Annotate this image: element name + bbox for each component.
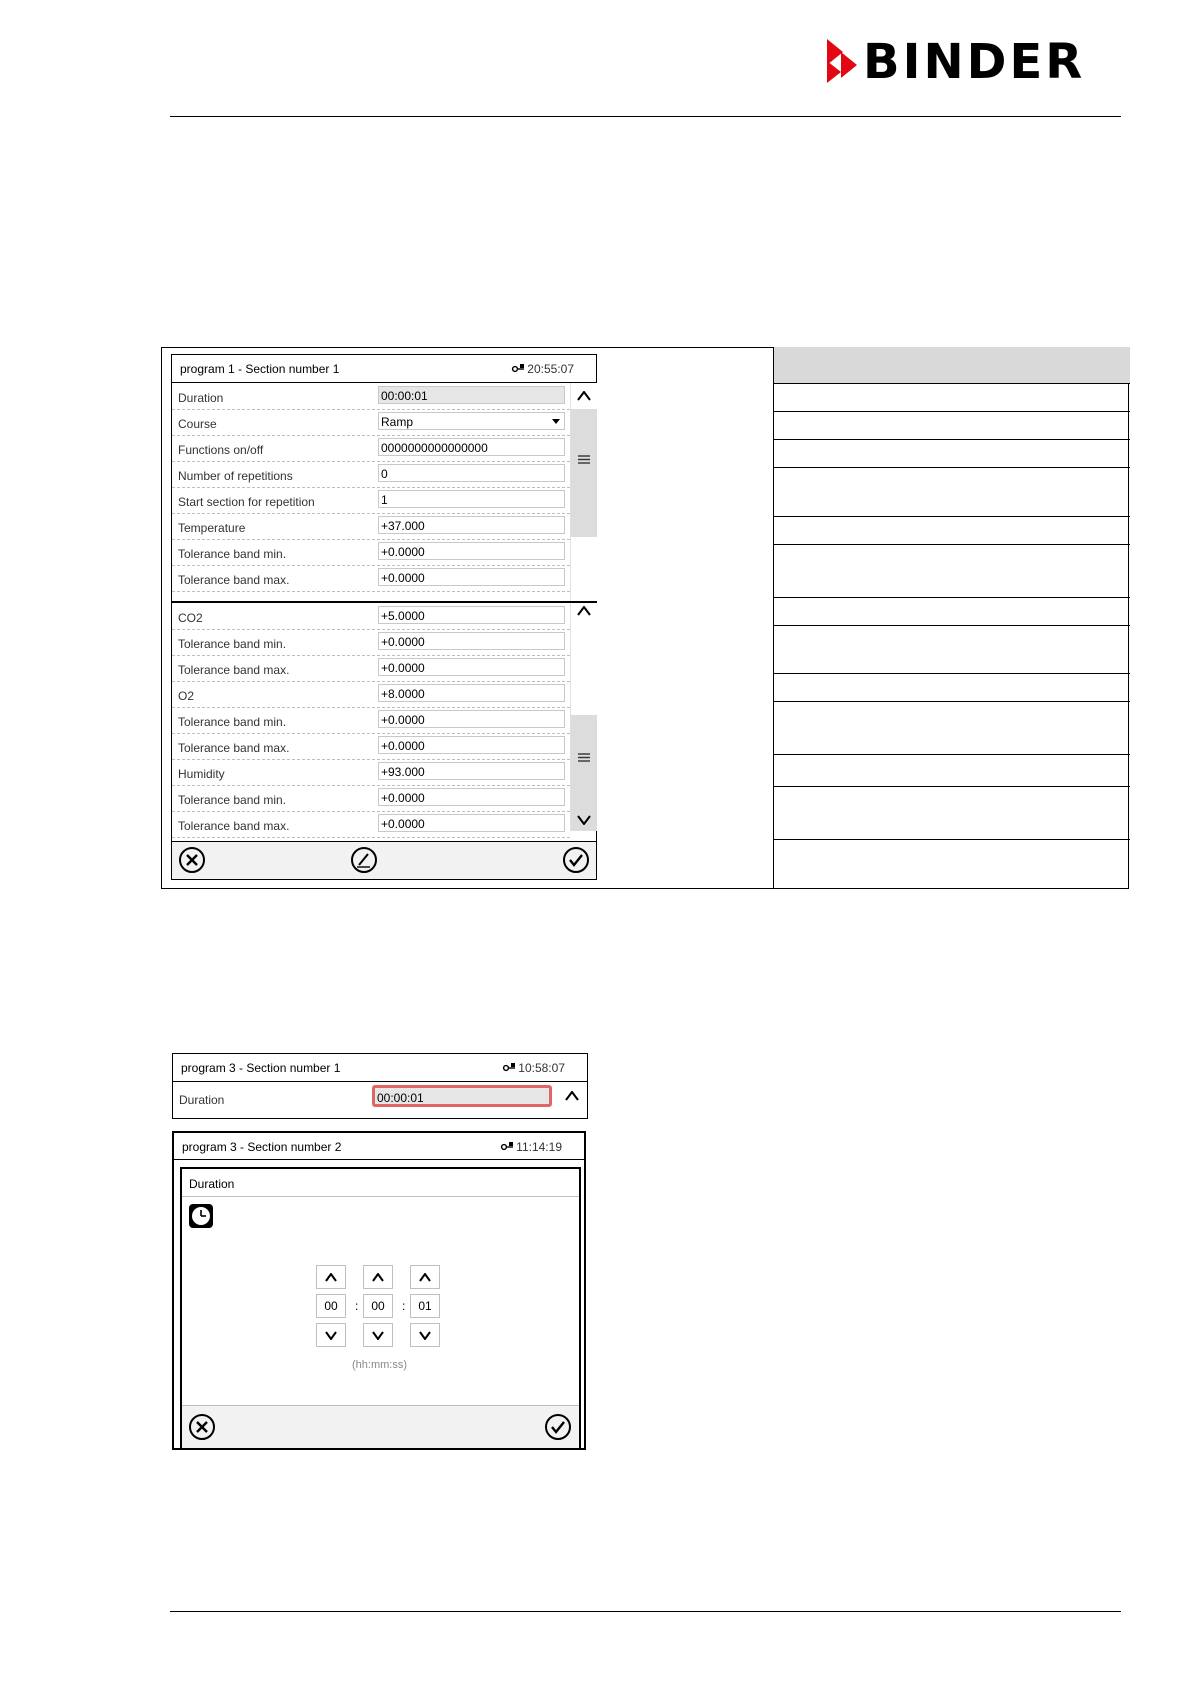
parameter-label: Tolerance band min. [178,547,287,561]
parameter-value: +93.000 [381,765,425,779]
parameter-value-field[interactable] [378,438,565,456]
parameter-value: +5.0000 [381,609,425,623]
parameter-row[interactable] [172,383,570,410]
parameter-value: Ramp [381,415,414,429]
description-cell [774,384,1130,412]
parameter-value: +0.0000 [381,545,425,559]
parameter-row[interactable] [172,603,570,630]
course-dropdown[interactable] [378,412,565,430]
edit-icon[interactable] [350,846,378,874]
parameter-label: CO2 [178,611,203,625]
minutes-up-button[interactable] [363,1265,393,1289]
field-label: Duration [179,1093,225,1107]
brand-name: BINDER [863,34,1086,90]
description-cell [774,598,1130,626]
hours-input[interactable]: 00 [316,1294,346,1318]
section-divider [172,601,596,603]
parameter-value-field[interactable] [378,386,565,404]
parameter-value-field[interactable] [378,658,565,676]
parameter-row[interactable] [172,539,570,566]
parameter-value-field[interactable] [378,542,565,560]
parameter-value-field[interactable] [378,606,565,624]
dialog-footer [182,1405,579,1448]
upper-scrollbar[interactable] [570,383,597,601]
description-cell [774,755,1130,787]
header-rule [170,116,1121,117]
parameter-value: 0 [381,467,388,481]
parameter-value-field[interactable] [378,568,565,586]
parameter-label: Start section for repetition [178,495,315,509]
description-cell [774,626,1130,674]
parameter-value-field[interactable] [378,736,565,754]
program-editor-screen [171,354,597,880]
minutes-input[interactable]: 00 [363,1294,393,1318]
duration-dialog [180,1167,581,1449]
parameter-label: Tolerance band min. [178,715,287,729]
parameter-row[interactable] [172,513,570,540]
parameter-row[interactable] [172,811,570,838]
hours-up-button[interactable] [316,1265,346,1289]
program-section-table [161,347,1129,889]
parameter-value-field[interactable] [378,762,565,780]
clock-time: 11:14:19 [516,1140,562,1154]
chevron-down-icon [325,1331,337,1340]
scroll-up-icon[interactable] [577,391,591,401]
parameter-value: +8.0000 [381,687,425,701]
screen-header [173,1054,587,1082]
format-hint: (hh:mm:ss) [352,1359,407,1371]
parameter-row[interactable] [172,707,570,734]
screen-clock [502,1061,565,1075]
dropdown-arrow-icon[interactable] [552,419,560,424]
cancel-icon[interactable] [188,1413,216,1441]
parameter-value: +0.0000 [381,713,425,727]
chevron-down-icon [419,1331,431,1340]
screen-title: program 3 - Section number 2 [182,1140,342,1154]
parameter-value: +0.0000 [381,661,425,675]
parameter-row[interactable] [172,655,570,682]
parameter-label: Functions on/off [178,443,264,457]
clock-time: 20:55:07 [527,362,574,376]
minutes-down-button[interactable] [363,1323,393,1347]
scroll-down-icon[interactable] [577,815,591,825]
parameter-label: Tolerance band max. [178,663,290,677]
chevron-up-icon [372,1273,384,1282]
description-cell [774,440,1130,468]
parameter-value: +0.0000 [381,571,425,585]
screen-header [174,1133,584,1160]
footer-rule [170,1611,1121,1612]
parameter-label: Temperature [178,521,246,535]
dialog-title-rule [182,1196,579,1197]
scroll-up-icon[interactable] [565,1091,579,1101]
screen-clock [500,1140,562,1154]
description-cell [774,517,1130,545]
hours-down-button[interactable] [316,1323,346,1347]
parameter-value-field[interactable] [378,516,565,534]
dialog-title: Duration [189,1177,235,1191]
parameter-label: Tolerance band min. [178,637,287,651]
description-cell [774,468,1130,517]
description-cell [774,674,1130,702]
screen-header [172,355,596,383]
description-column [773,347,1130,889]
chevron-up-icon [325,1273,337,1282]
parameter-value-field[interactable] [378,710,565,728]
binder-logo [827,34,1086,90]
seconds-up-button[interactable] [410,1265,440,1289]
screen-clock [511,362,574,376]
parameter-row[interactable] [172,435,570,462]
parameter-value: +0.0000 [381,635,425,649]
parameter-row[interactable] [172,785,570,812]
description-cell [774,545,1130,598]
parameter-value: +0.0000 [381,791,425,805]
parameter-value: +0.0000 [381,739,425,753]
description-header [774,347,1130,384]
lock-key-icon [500,1141,514,1152]
description-cell [774,787,1130,840]
parameter-value-field[interactable] [378,814,565,832]
parameter-value-field[interactable] [378,632,565,650]
parameter-label: Duration [178,391,224,405]
lock-key-icon [502,1062,516,1073]
confirm-icon[interactable] [544,1413,572,1441]
scroll-up-icon[interactable] [577,606,591,616]
parameter-value: 1 [381,493,388,507]
parameter-value-field[interactable] [378,490,565,508]
parameter-row[interactable] [172,461,570,488]
scroll-thumb[interactable] [571,409,597,537]
duration-entry-screen [172,1131,586,1450]
parameter-value-field[interactable] [378,464,565,482]
parameter-row[interactable] [172,733,570,760]
parameter-label: Humidity [178,767,225,781]
scroll-thumb[interactable] [571,715,597,831]
parameter-value: +37.000 [381,519,425,533]
parameter-row[interactable] [172,409,570,436]
lock-key-icon [511,363,525,374]
scroll-handle-icon [578,753,590,762]
description-cell [774,702,1130,755]
parameter-label: Tolerance band max. [178,819,290,833]
parameter-row[interactable] [172,681,570,708]
parameter-value-field[interactable] [378,684,565,702]
parameter-value: 00:00:01 [381,389,428,403]
parameter-label: Tolerance band min. [178,793,287,807]
binder-logo-arrow-icon [827,39,857,85]
parameter-label: Tolerance band max. [178,741,290,755]
screen-footer [172,841,596,879]
chevron-up-icon [419,1273,431,1282]
parameter-label: Number of repetitions [178,469,293,483]
screen-title: program 3 - Section number 1 [181,1061,341,1075]
seconds-input[interactable]: 01 [410,1294,440,1318]
clock-icon [188,1203,214,1229]
parameter-value-field[interactable] [378,788,565,806]
parameter-row[interactable] [172,565,570,592]
duration-select-screen [172,1053,588,1119]
parameter-label: O2 [178,689,195,703]
cancel-icon[interactable] [178,846,206,874]
parameter-label: Tolerance band max. [178,573,290,587]
clock-time: 10:58:07 [518,1061,565,1075]
parameter-row[interactable] [172,629,570,656]
time-separator: : [355,1299,359,1313]
chevron-down-icon [372,1331,384,1340]
parameter-value: 0000000000000000 [381,441,488,455]
time-separator: : [402,1299,406,1313]
parameter-row[interactable] [172,487,570,514]
scroll-handle-icon [578,455,590,464]
seconds-down-button[interactable] [410,1323,440,1347]
parameter-value: +0.0000 [381,817,425,831]
parameter-row[interactable] [172,759,570,786]
description-cell [774,412,1130,440]
parameter-label: Course [178,417,217,431]
screen-title: program 1 - Section number 1 [180,362,340,376]
lower-scrollbar[interactable] [570,603,597,831]
confirm-icon[interactable] [562,846,590,874]
duration-field-selected[interactable]: 00:00:01 [372,1085,552,1107]
